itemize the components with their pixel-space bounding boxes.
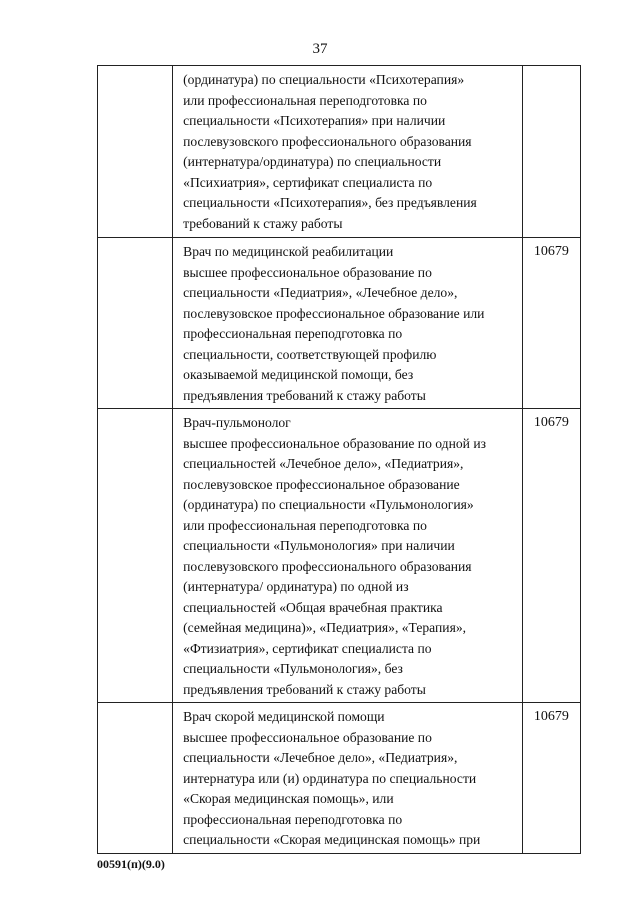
text-line: высшее профессиональное образование по	[183, 264, 432, 280]
requirements-text	[173, 409, 522, 702]
text-line: специальности «Психотерапия», без предъявления	[183, 195, 477, 210]
text-line: специальностей «Общая врачебная практика	[183, 599, 443, 615]
text-line: или профессиональная переподготовка по	[183, 92, 427, 108]
text-line: (интернатура/ ординатура) по одной из	[183, 579, 409, 594]
text-line: «Скорая медицинская помощь», или	[183, 791, 394, 806]
text-line: предъявления требований к стажу работы	[183, 681, 426, 697]
text-line: специальности «Лечебное дело», «Педиатрия»,	[183, 750, 458, 765]
text-line: послевузовского профессионального образования	[183, 558, 472, 574]
text-line: предъявления требований к стажу работы	[183, 387, 426, 403]
qualification-table	[97, 65, 581, 854]
text-line: «Фтизиатрия», сертификат специалиста по	[183, 640, 432, 656]
requirements-cell	[173, 409, 523, 703]
text-line: специальности «Пульмонология», без	[183, 661, 403, 676]
salary-value	[523, 66, 580, 70]
table-body	[98, 66, 581, 854]
empty-cell	[98, 703, 173, 854]
text-line: «Психиатрия», сертификат специалиста по	[183, 174, 433, 190]
text-line: высшее профессиональное образование по	[183, 729, 432, 745]
salary-cell	[522, 409, 580, 703]
salary-value: 10679	[533, 709, 569, 724]
salary-cell	[522, 238, 580, 409]
text-line: послевузовского профессионального образования	[183, 133, 472, 149]
text-line: специальности «Психотерапия» при наличии	[183, 113, 446, 128]
requirements-cell	[173, 66, 523, 238]
document-code: 00591(п)(9.0)	[97, 857, 165, 871]
salary-value: 10679	[533, 244, 569, 259]
text-line: высшее профессиональное образование по одной из	[183, 435, 486, 451]
text-line: специальности «Пульмонология» при наличии	[183, 538, 455, 553]
salary-cell	[522, 66, 580, 238]
text-line: оказываемой медицинской помощи, без	[183, 367, 414, 382]
position-title: Врач-пульмонолог	[183, 415, 291, 430]
table-row	[98, 238, 581, 409]
table-row	[98, 703, 581, 854]
table-row	[98, 66, 581, 238]
requirements-text	[173, 238, 522, 408]
text-line: интернатура или (и) ординатура по специальности	[183, 770, 477, 786]
page-number: 37	[312, 41, 328, 57]
text-line: специальностей «Лечебное дело», «Педиатрия»,	[183, 456, 464, 471]
text-line: специальности «Педиатрия», «Лечебное дело»,	[183, 285, 458, 300]
empty-cell	[98, 409, 173, 703]
text-line: (ординатура) по специальности «Психотерапия»	[183, 72, 465, 87]
text-line: специальности «Скорая медицинская помощь» при	[183, 832, 481, 847]
requirements-text	[173, 703, 522, 853]
empty-cell	[98, 66, 173, 238]
requirements-text	[173, 66, 522, 236]
requirements-cell	[173, 238, 523, 409]
text-line: (ординатура) по специальности «Пульмонология»	[183, 497, 474, 512]
text-line: (семейная медицина)», «Педиатрия», «Терапия»,	[183, 620, 467, 635]
text-line: специальности, соответствующей профилю	[183, 346, 437, 362]
salary-cell	[522, 703, 580, 854]
empty-cell	[98, 238, 173, 409]
position-title: Врач по медицинской реабилитации	[183, 244, 394, 259]
text-line: требований к стажу работы	[183, 215, 343, 231]
table-row	[98, 409, 581, 703]
text-line: послевузовское профессиональное образование или	[183, 305, 485, 321]
text-line: профессиональная переподготовка по	[183, 811, 403, 827]
requirements-cell	[173, 703, 523, 854]
text-line: послевузовское профессиональное образование	[183, 476, 460, 492]
text-line: профессиональная переподготовка по	[183, 326, 403, 341]
text-line: (интернатура/ординатура) по специальности	[183, 154, 442, 169]
salary-value: 10679	[533, 415, 569, 430]
position-title: Врач скорой медицинской помощи	[183, 709, 385, 724]
text-line: или профессиональная переподготовка по	[183, 517, 427, 533]
